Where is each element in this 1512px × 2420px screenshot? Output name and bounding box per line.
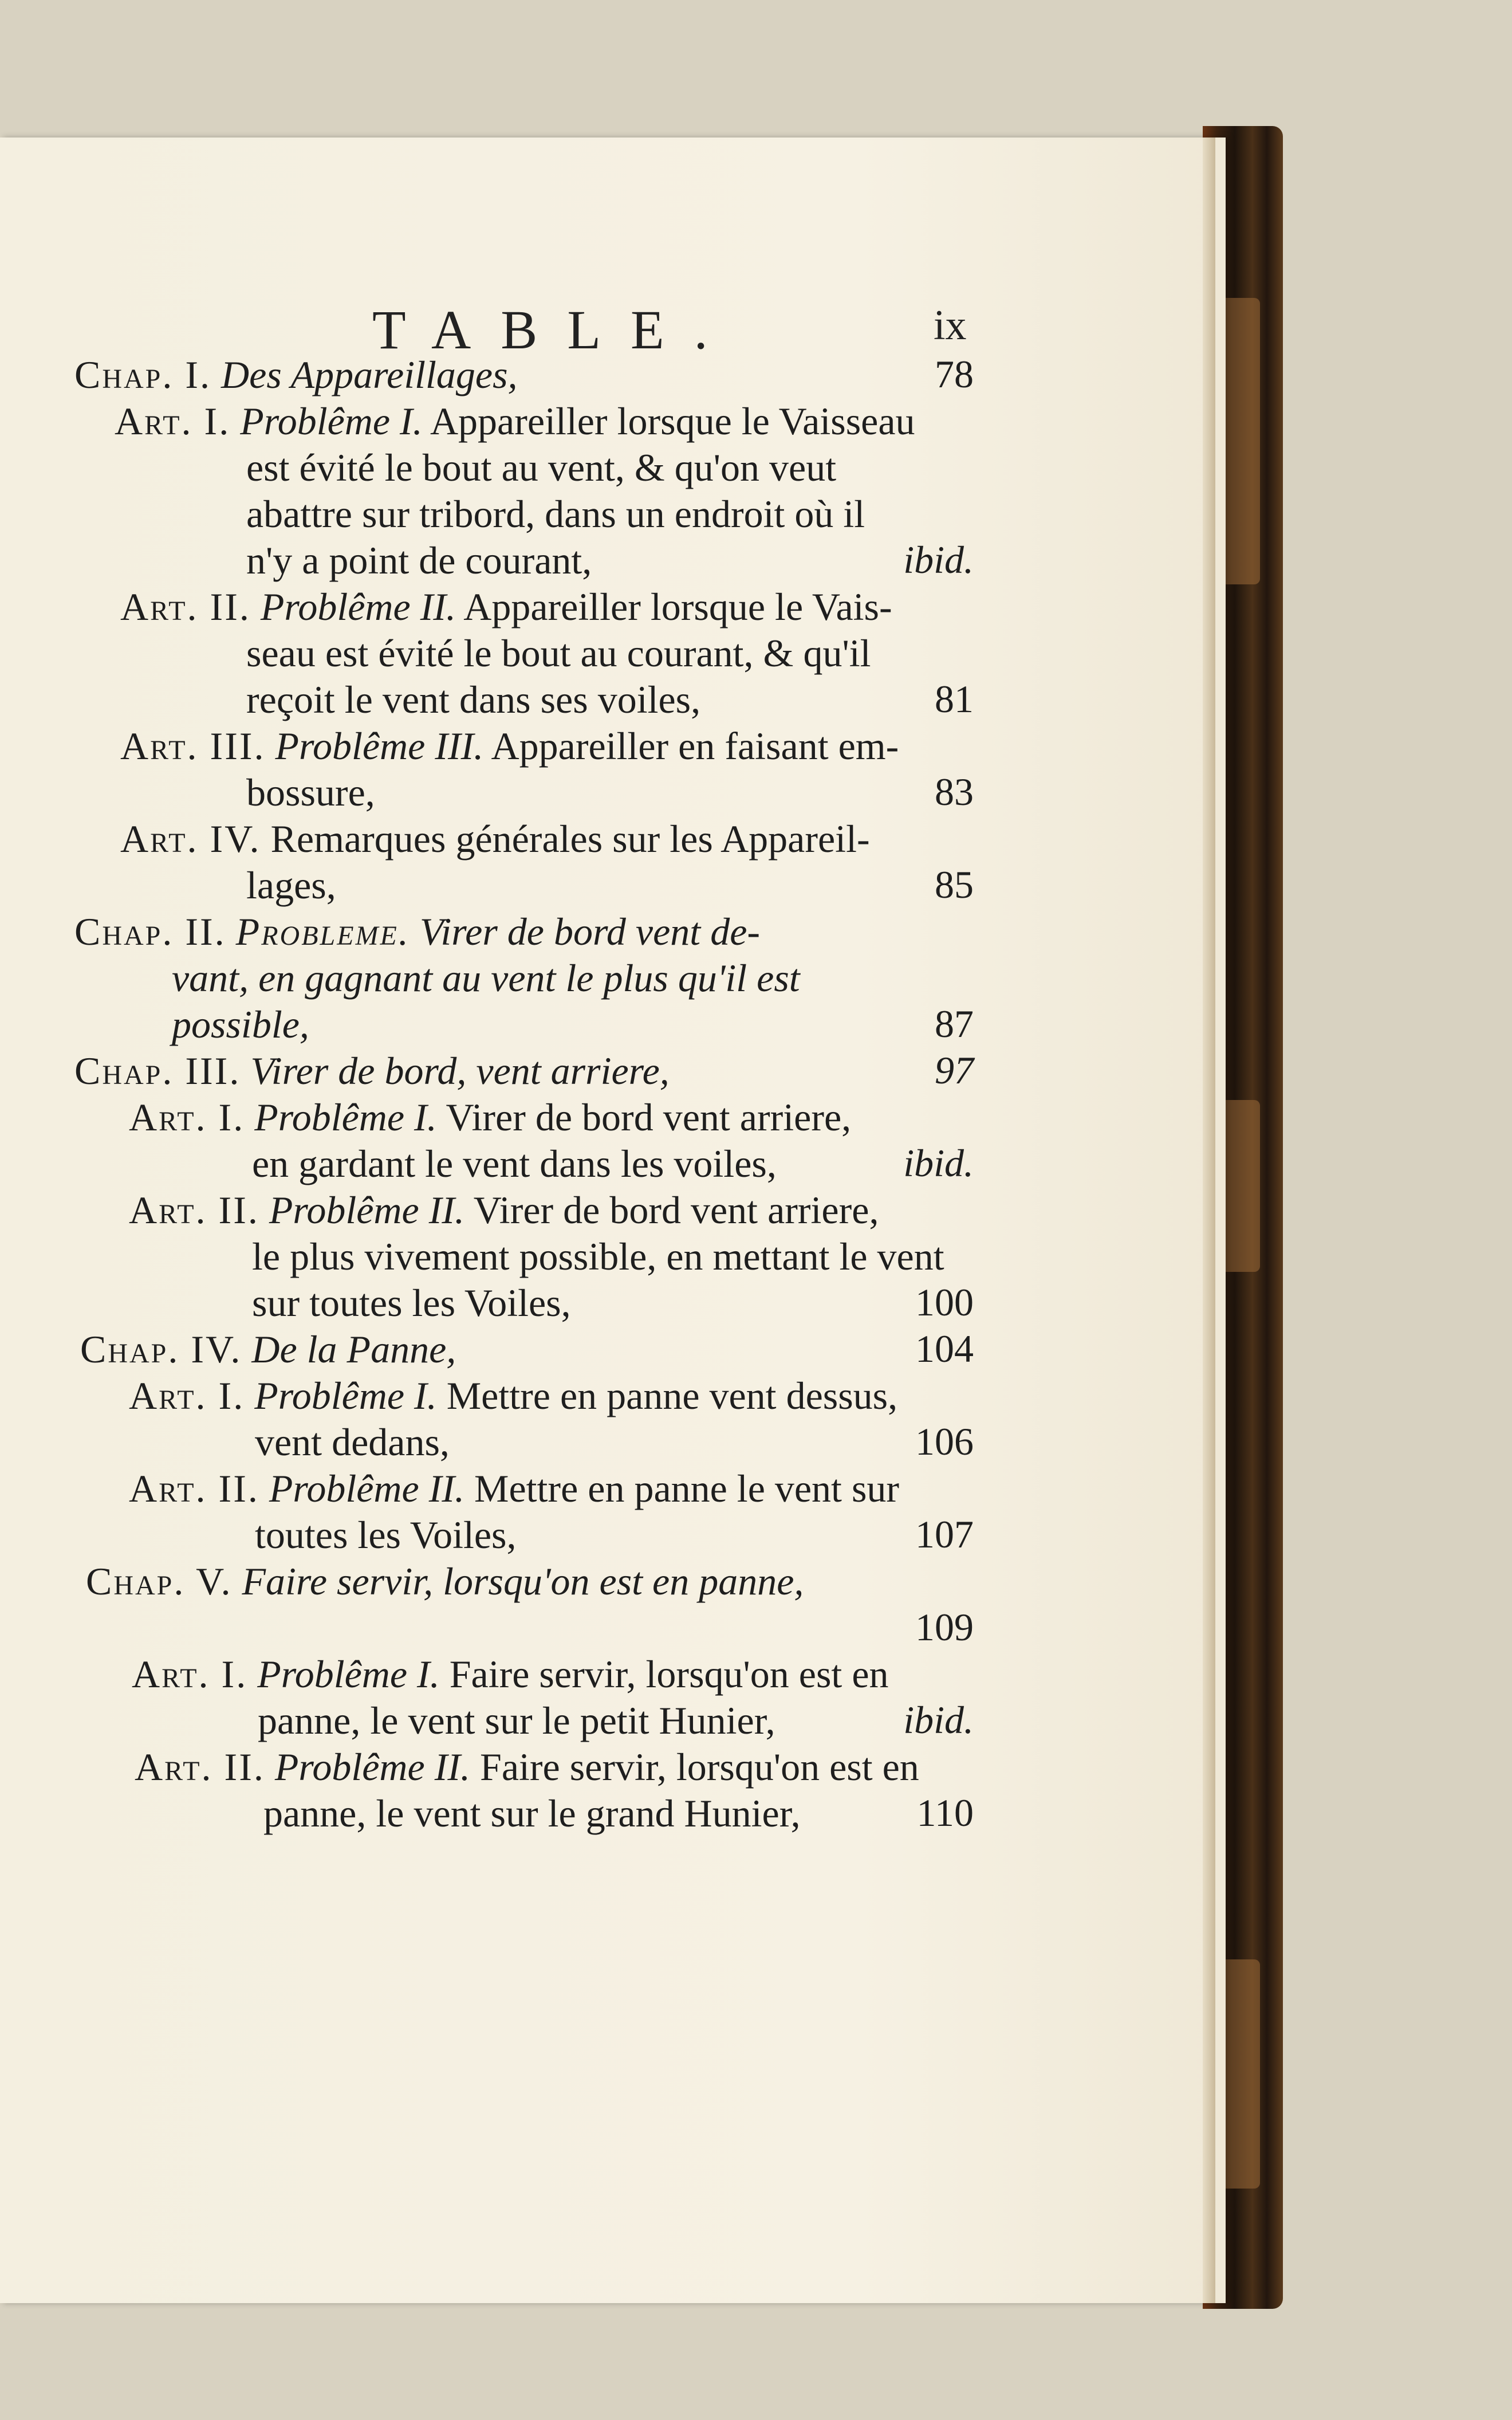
article-line: Appareiller lorsque le Vaisseau (430, 399, 915, 443)
toc-chapter-4 (80, 1326, 456, 1373)
chapter-subtitle: Probleme. (235, 910, 410, 953)
toc-article (129, 1094, 851, 1141)
article-label: Art. II. (129, 1188, 259, 1232)
toc-chapter-5 (86, 1558, 804, 1605)
article-label: Art. I. (129, 1374, 245, 1417)
article-line: sur toutes les Voiles, (252, 1281, 571, 1325)
article-line: seau est évité le bout au courant, & qu'il (246, 631, 871, 675)
article-label: Art. III. (120, 724, 266, 768)
article-line: lages, (246, 863, 336, 907)
toc-article (129, 1187, 879, 1233)
toc-page: ibid. (903, 1141, 974, 1185)
page-header (0, 298, 1226, 360)
chapter-label: Chap. IV. (80, 1327, 242, 1371)
problem-label: Problême I. (254, 1095, 437, 1139)
page-edge (1203, 138, 1215, 2303)
spine-wear (1220, 298, 1260, 584)
article-line: reçoit le vent dans ses voiles, (246, 678, 701, 721)
chapter-label: Chap. II. (74, 910, 226, 953)
article-line: Faire servir, lorsqu'on est en (480, 1745, 919, 1789)
chapter-label: Chap. III. (74, 1049, 241, 1093)
article-line: n'y a point de courant, (246, 539, 592, 582)
running-title: TABLE. (372, 299, 738, 360)
toc-article (120, 816, 870, 862)
problem-label: Problême II. (269, 1188, 464, 1232)
chapter-label: Chap. I. (74, 353, 212, 396)
toc-page: 85 (935, 863, 974, 906)
chapter-title: Des Appareillages, (221, 353, 518, 396)
toc-chapter-2 (74, 909, 760, 955)
article-line: Virer de bord vent arriere, (446, 1095, 852, 1139)
problem-label: Problême I. (254, 1374, 437, 1417)
article-line: panne, le vent sur le grand Hunier, (263, 1792, 801, 1835)
toc-page: 100 (915, 1280, 974, 1324)
spine-wear (1220, 1100, 1260, 1272)
toc-page: ibid. (903, 1698, 974, 1742)
article-line: Faire servir, lorsqu'on est en (449, 1652, 889, 1696)
article-label: Art. II. (120, 585, 251, 628)
article-label: Art. I. (132, 1652, 248, 1696)
article-line: Virer de bord vent arriere, (473, 1188, 879, 1232)
article-label: Art. I. (115, 399, 231, 443)
toc-page: 87 (935, 1002, 974, 1046)
toc-chapter-3 (74, 1048, 670, 1094)
chapter-title: De la Panne, (251, 1327, 456, 1371)
problem-label: Problême I. (240, 399, 423, 443)
toc-page: 106 (915, 1420, 974, 1463)
article-line: toutes les Voiles, (255, 1513, 517, 1557)
toc-article (129, 1373, 897, 1419)
article-line: bossure, (246, 771, 375, 814)
problem-label: Problême I. (257, 1652, 440, 1696)
chapter-line: possible, (172, 1003, 309, 1046)
toc-article (120, 723, 899, 769)
problem-label: Problême II. (260, 585, 456, 628)
toc-page: 104 (915, 1327, 974, 1370)
article-line: Appareiller lorsque le Vais- (463, 585, 892, 628)
article-line: est évité le bout au vent, & qu'on veut (246, 446, 837, 489)
toc-article (115, 398, 915, 445)
article-line: en gardant le vent dans les voiles, (252, 1142, 777, 1185)
spine-wear (1220, 1959, 1260, 2189)
article-label: Art. II. (135, 1745, 265, 1789)
article-line: Mettre en panne le vent sur (474, 1467, 900, 1510)
toc-page: 107 (915, 1512, 974, 1556)
article-line: panne, le vent sur le petit Hunier, (258, 1699, 775, 1742)
toc-page: 81 (935, 677, 974, 721)
article-label: Art. II. (129, 1467, 259, 1510)
problem-label: Problême II. (274, 1745, 470, 1789)
chapter-title: Faire servir, lorsqu'on est en panne, (242, 1559, 804, 1603)
article-line: le plus vivement possible, en mettant le vent (252, 1235, 944, 1278)
problem-label: Problême II. (269, 1467, 464, 1510)
article-line: Remarques générales sur les Appareil- (270, 817, 870, 861)
toc-page: 109 (915, 1605, 974, 1649)
toc-page: 78 (935, 352, 974, 396)
article-line: abattre sur tribord, dans un endroit où il (246, 492, 865, 536)
article-line: Mettre en panne vent dessus, (446, 1374, 898, 1417)
toc-page: 110 (916, 1791, 974, 1834)
article-label: Art. IV. (120, 817, 261, 861)
article-line: vent dedans, (255, 1420, 450, 1464)
problem-label: Problême III. (275, 724, 484, 768)
toc-article (120, 584, 892, 630)
article-line: Appareiller en faisant em- (491, 724, 899, 768)
toc-page: ibid. (903, 538, 974, 582)
chapter-line: vant, en gagnant au vent le plus qu'il est (172, 956, 800, 1000)
toc-chapter-1 (74, 352, 518, 398)
toc-page: 97 (935, 1048, 974, 1092)
page-number: ix (934, 302, 967, 349)
toc-page: 83 (935, 770, 974, 814)
chapter-label: Chap. V. (86, 1559, 233, 1603)
article-label: Art. I. (129, 1095, 245, 1139)
chapter-line: Virer de bord vent de- (419, 910, 761, 953)
toc-article (135, 1744, 919, 1790)
chapter-title: Virer de bord, vent arriere, (250, 1049, 670, 1093)
toc-article (129, 1466, 899, 1512)
toc-article (132, 1651, 889, 1698)
